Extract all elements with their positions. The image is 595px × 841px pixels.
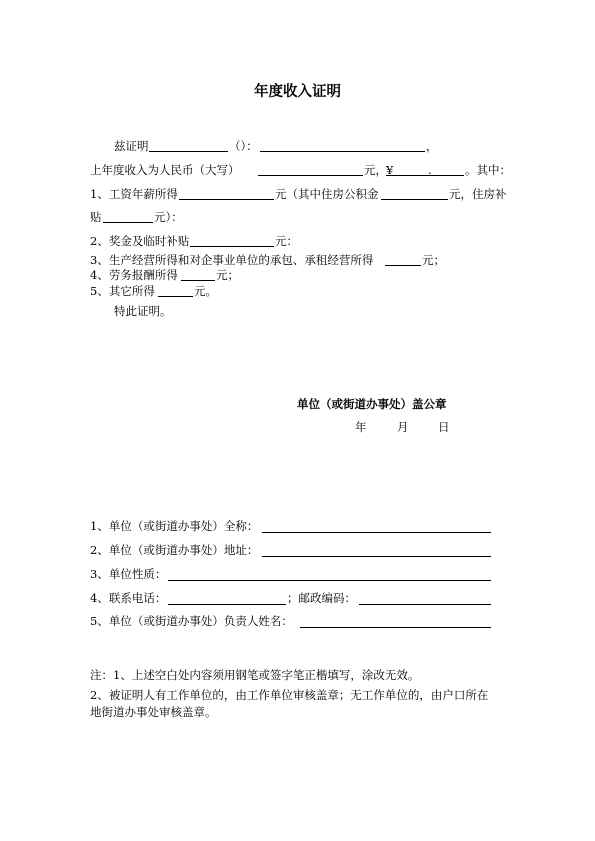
id-paren-label: （）： <box>229 139 258 153</box>
business-income-blank[interactable] <box>385 265 421 266</box>
housing-fund-label: 元（其中住房公积金 <box>275 187 379 201</box>
note-1: 注：1、上述空白处内容须用钢笔或签字笔正楷填写，涂改无效。 <box>90 668 420 682</box>
unit-type-label: 3、单位性质： <box>90 567 167 581</box>
subsidy-label: 贴 <box>90 210 102 224</box>
date-month: 月 <box>397 420 409 434</box>
income-chinese-blank[interactable] <box>258 175 363 176</box>
business-income-label: 3、生产经营所得和对企事业单位的承包、承租经营所得 <box>90 253 374 267</box>
name-blank[interactable] <box>149 151 228 152</box>
seal-label: 单位（或街道办事处）盖公章 <box>297 397 447 411</box>
unit-fullname-blank[interactable] <box>262 532 491 533</box>
closing-text: 特此证明。 <box>114 304 172 318</box>
note-2-line-1: 2、被证明人有工作单位的，由工作单位审核盖章；无工作单位的，由户口所在 <box>90 688 489 702</box>
line1-comma: ， <box>426 139 438 153</box>
labor-income-label: 4、劳务报酬所得 <box>90 268 178 282</box>
unit-address-label: 2、单位（或街道办事处）地址： <box>90 543 259 557</box>
phone-label: 4、联系电话： <box>90 591 167 605</box>
bonus-label: 2、奖金及临时补贴 <box>90 234 190 248</box>
yuan-label: 元， <box>364 163 387 177</box>
bonus-yuan-label: 元： <box>275 234 298 248</box>
date-day: 日 <box>438 420 450 434</box>
id-number-blank[interactable] <box>260 151 425 152</box>
other-income-label: 5、其它所得 <box>90 284 155 298</box>
salary-blank[interactable] <box>179 199 274 200</box>
income-number-blank[interactable] <box>386 175 464 176</box>
document-title: 年度收入证明 <box>254 84 341 100</box>
income-label: 上年度收入为人民币（大写） <box>90 163 240 177</box>
bonus-blank[interactable] <box>190 246 274 247</box>
subsidy-yuan-label: 元）： <box>154 210 183 224</box>
postcode-blank[interactable] <box>359 604 491 605</box>
salary-label: 1、工资年薪所得 <box>90 187 178 201</box>
other-yuan-label: 元。 <box>194 284 217 298</box>
unit-fullname-label: 1、单位（或街道办事处）全称： <box>90 519 259 533</box>
decimal-point: . <box>428 163 432 177</box>
labor-income-blank[interactable] <box>181 280 215 281</box>
unit-type-blank[interactable] <box>168 580 491 581</box>
housing-fund-blank[interactable] <box>381 199 448 200</box>
of-which-label: 。其中： <box>465 163 511 177</box>
principal-name-label: 5、单位（或街道办事处）负责人姓名： <box>90 614 293 628</box>
principal-name-blank[interactable] <box>300 627 491 628</box>
certify-label: 兹证明 <box>114 139 149 153</box>
housing-subsidy-label: 元，住房补 <box>449 187 507 201</box>
phone-blank[interactable] <box>168 604 286 605</box>
date-year: 年 <box>355 420 367 434</box>
postcode-label: ；邮政编码： <box>287 591 356 605</box>
note-2-line-2: 地街道办事处审核盖章。 <box>90 705 217 719</box>
other-income-blank[interactable] <box>158 296 193 297</box>
currency-symbol: ¥ <box>386 163 394 177</box>
housing-subsidy-blank[interactable] <box>103 222 153 223</box>
unit-address-blank[interactable] <box>262 556 491 557</box>
labor-yuan-label: 元； <box>216 268 239 282</box>
business-yuan-label: 元； <box>422 253 445 267</box>
